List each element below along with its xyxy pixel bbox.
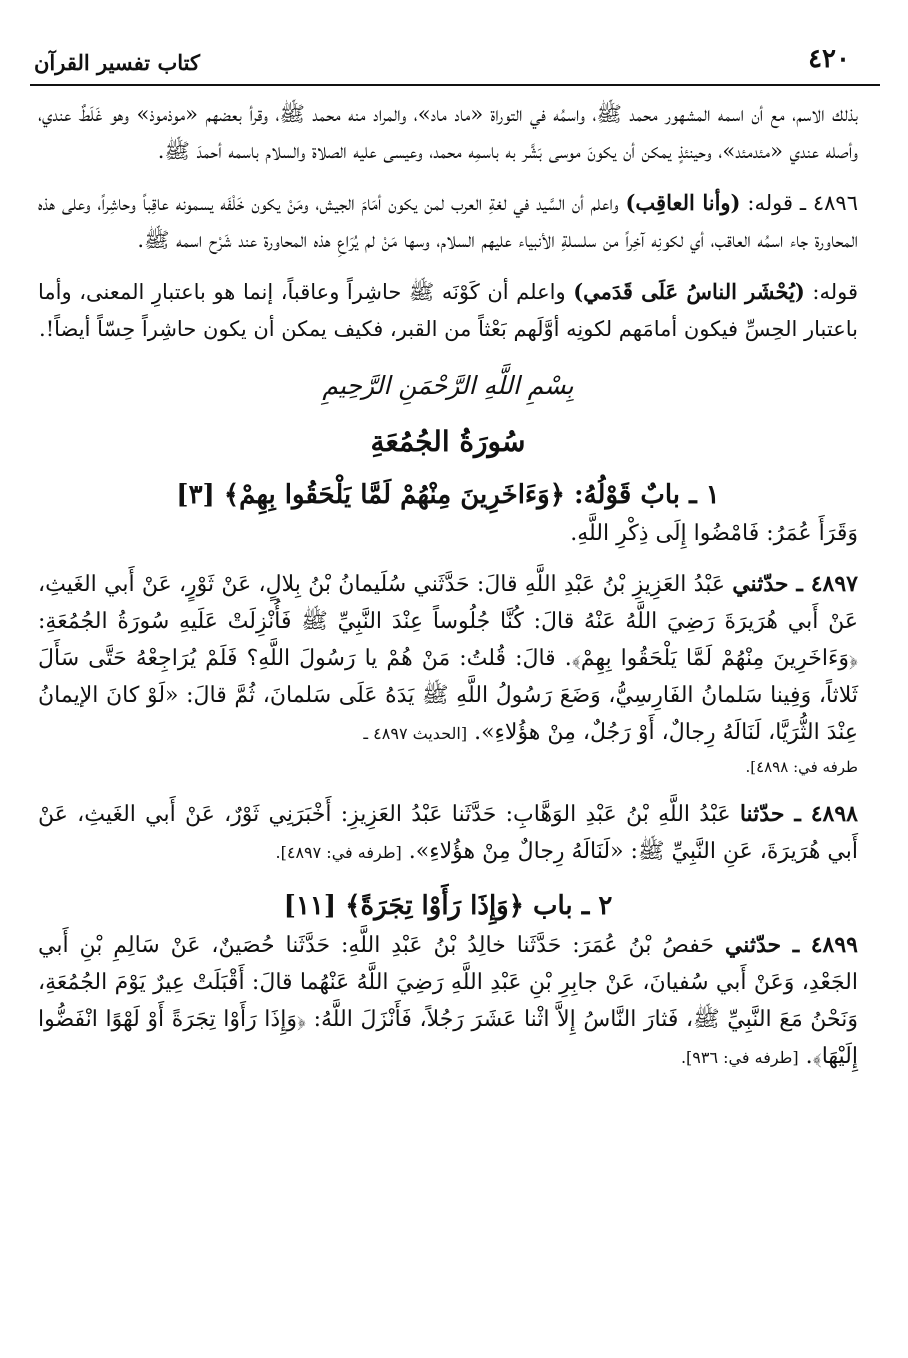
- surah-title: سُورَةُ الجُمُعَةِ: [370, 425, 526, 458]
- hadith-4897-cross-ref: طرفه في: ٤٨٩٨].: [745, 758, 858, 776]
- hadith-4897: [38, 566, 858, 752]
- hadith-4899-number: ٤٨٩٩ ـ حدّثني: [724, 932, 858, 958]
- hadith-4898-number: ٤٨٩٨ ـ حدّثنا: [739, 801, 858, 827]
- commentary-quote-aqib: (وأنا العاقِب): [625, 190, 741, 215]
- chapter-2-label: ٢ ـ باب: [533, 891, 613, 921]
- hadith-4898-ref: [طرفه في: ٤٨٩٧].: [275, 843, 402, 862]
- hadith-4898-text: عَبْدُ اللَّهِ بْنُ عَبْدِ الوَهَّابِ: حَدَّثَنا عَبْدُ العَزِيزِ: أَخْبَرَنِي ثَوْرٌ، عَنْ أَبي الغَيثِ، عَنْ أَبي هُرَيرَةَ، عَنِ النَّبِيِّ ﷺ: «لَنَالَهُ رِجالٌ مِنْ هؤُلاءِ».: [38, 802, 858, 864]
- commentary-lead: قوله:: [804, 280, 859, 304]
- page-number: ٤٢٠: [808, 44, 850, 74]
- hadith-4897-number: ٤٨٩٧ ـ حدّثني: [732, 571, 858, 597]
- chapter-1-reading: وَقَرَأَ عُمَرُ: فَامْضُوا إِلَى ذِكْرِ اللَّهِ.: [570, 521, 858, 546]
- chapter-1-verse-ref: [٣]: [176, 480, 215, 510]
- commentary-text-hashr: واعلم أن كَوْنَه ﷺ حاشِراً وعاقباً، إنما هو باعتبارِ المعنى، وأما باعتبار الحِسِّ فيكون أمامَهم لكونِه أوَّلَهم بَعْثاً من القبر، فكيف يمكن أن يكون حاشِراً حِسّاً أيضاً!.: [38, 280, 858, 341]
- hadith-4897-ref: [الحديث ٤٨٩٧ ـ: [363, 724, 468, 743]
- header-rule: [30, 84, 880, 86]
- page-header: [30, 40, 878, 80]
- hadith-4899: [38, 927, 858, 1076]
- commentary-text-aqib: واعلم أن السَّيد في لغةِ العرب لمن يكون أمَامَ الجيش، ومَنْ يكون خَلْفَه يسمونه عاقِباً وحاشِراً، وعلى هذه المحاورة جاء اسمُه العاقب، أي لكونِه آخِراً من سلسلةِ الأنبياء عليهم السلام، وسها مَنْ لم يُرَاعِ هذه المحاورة عند شَرْح اسمه ﷺ.: [38, 191, 858, 252]
- hadith-4898: [38, 796, 858, 871]
- chapter-2-verse: ﴿وَإِذَا رَأَوْا تِجَرَةً﴾: [345, 891, 524, 921]
- chapter-2-verse-ref: [١١]: [283, 891, 337, 921]
- commentary-quote-hashr: (يُحْشَر الناسُ عَلَى قَدَمي): [573, 279, 805, 304]
- commentary-paragraph-3: [38, 273, 858, 348]
- commentary-paragraph-2: [38, 184, 858, 259]
- chapter-heading-1: [38, 474, 858, 516]
- basmala: بِسْمِ اللَّهِ الرَّحْمَنِ الرَّحِيمِ: [322, 371, 574, 400]
- hadith-4899-ref: [طرفه في: ٩٣٦].: [680, 1048, 799, 1067]
- page-body: [38, 96, 858, 1076]
- hadith-4897-text: عَبْدُ العَزِيزِ بْنُ عَبْدِ اللَّهِ قالَ: حَدَّثَني سُلَيمانُ بْنُ بِلالٍ، عَنْ ثَوْرٍ، عَنْ أَبي الغَيثِ، عَنْ أَبي هُرَيرَةَ رَضِيَ اللَّهُ عَنْهُ قالَ: كُنَّا جُلُوساً عِنْدَ النَّبِيِّ ﷺ فَأُنْزِلَتْ عَلَيهِ سُورَةُ الجُمُعَةِ: ﴿وَءَاخَرِينَ مِنْهُمْ لَمَّا يَلْحَقُوا بِهِمْ﴾. قالَ: قُلتُ: مَنْ هُمْ يا رَسُولَ اللَّهِ؟ فَلَمْ يُرَاجِعْهُ حَتَّى سَأَلَ ثَلاثاً، وَفِينا سَلمانُ الفَارِسِيُّ، وَضَعَ رَسُولُ اللَّهِ ﷺ يَدَهُ عَلَى سَلمانَ، ثُمَّ قالَ: «لَوْ كانَ الإيمانُ عِنْدَ الثُّرَيَّا، لَنَالَهُ رِجالٌ، أَوْ رَجُلٌ، مِنْ هؤُلاءِ».: [38, 572, 858, 745]
- chapter-1-verse: ﴿وَءَاخَرِينَ مِنْهُمْ لَمَّا يَلْحَقُوا بِهِمْ﴾: [223, 480, 565, 510]
- hadith-4899-text: حَفصُ بْنُ عُمَرَ: حَدَّثَنا خالِدُ بْنُ عَبْدِ اللَّهِ: حَدَّثَنا حُصَينٌ، عَنْ سَالِمِ بْنِ أَبي الجَعْدِ، وَعَنْ أَبي سُفيانَ، عَنْ جابِرِ بْنِ عَبْدِ اللَّهِ رَضِيَ اللَّهُ عَنْهُما قالَ: أَقْبَلَتْ عِيرٌ يَوْمَ الجُمُعَةِ، وَنَحْنُ مَعَ النَّبِيِّ ﷺ، فَثارَ النَّاسُ إِلاَّ اثْنا عَشَرَ رَجُلاً، فَأَنْزَلَ اللَّهُ: ﴿وَإِذَا رَأَوْا تِجَرَةً أَوْ لَهْوًا انْفَضُّوا إِلَيْهَا﴾.: [38, 933, 858, 1069]
- chapter-1-label: ١ ـ بابٌ قَوْلُهُ:: [574, 480, 720, 510]
- chapter-heading-2: [38, 885, 858, 927]
- commentary-number-4896: ٤٨٩٦ ـ قوله:: [740, 191, 858, 215]
- commentary-paragraph-1: بذلك الاسم، مع أن اسمه المشهور محمد ﷺ، واسمُه في التوراة «ماد ماد»، والمراد منه محمد ﷺ، وقرأ بعضهم «موذموذ» وهو غَلَطٌ عندي، وأصله عندي «مئدمئد»، وحينئذٍ يمكن أن يكونَ موسى بَشَّر به باسمِه محمد، وعيسى عليه الصلاة والسلام باسمه أحمدَ ﷺ.: [38, 102, 858, 163]
- book-title: كتاب تفسير القرآن: [34, 50, 200, 75]
